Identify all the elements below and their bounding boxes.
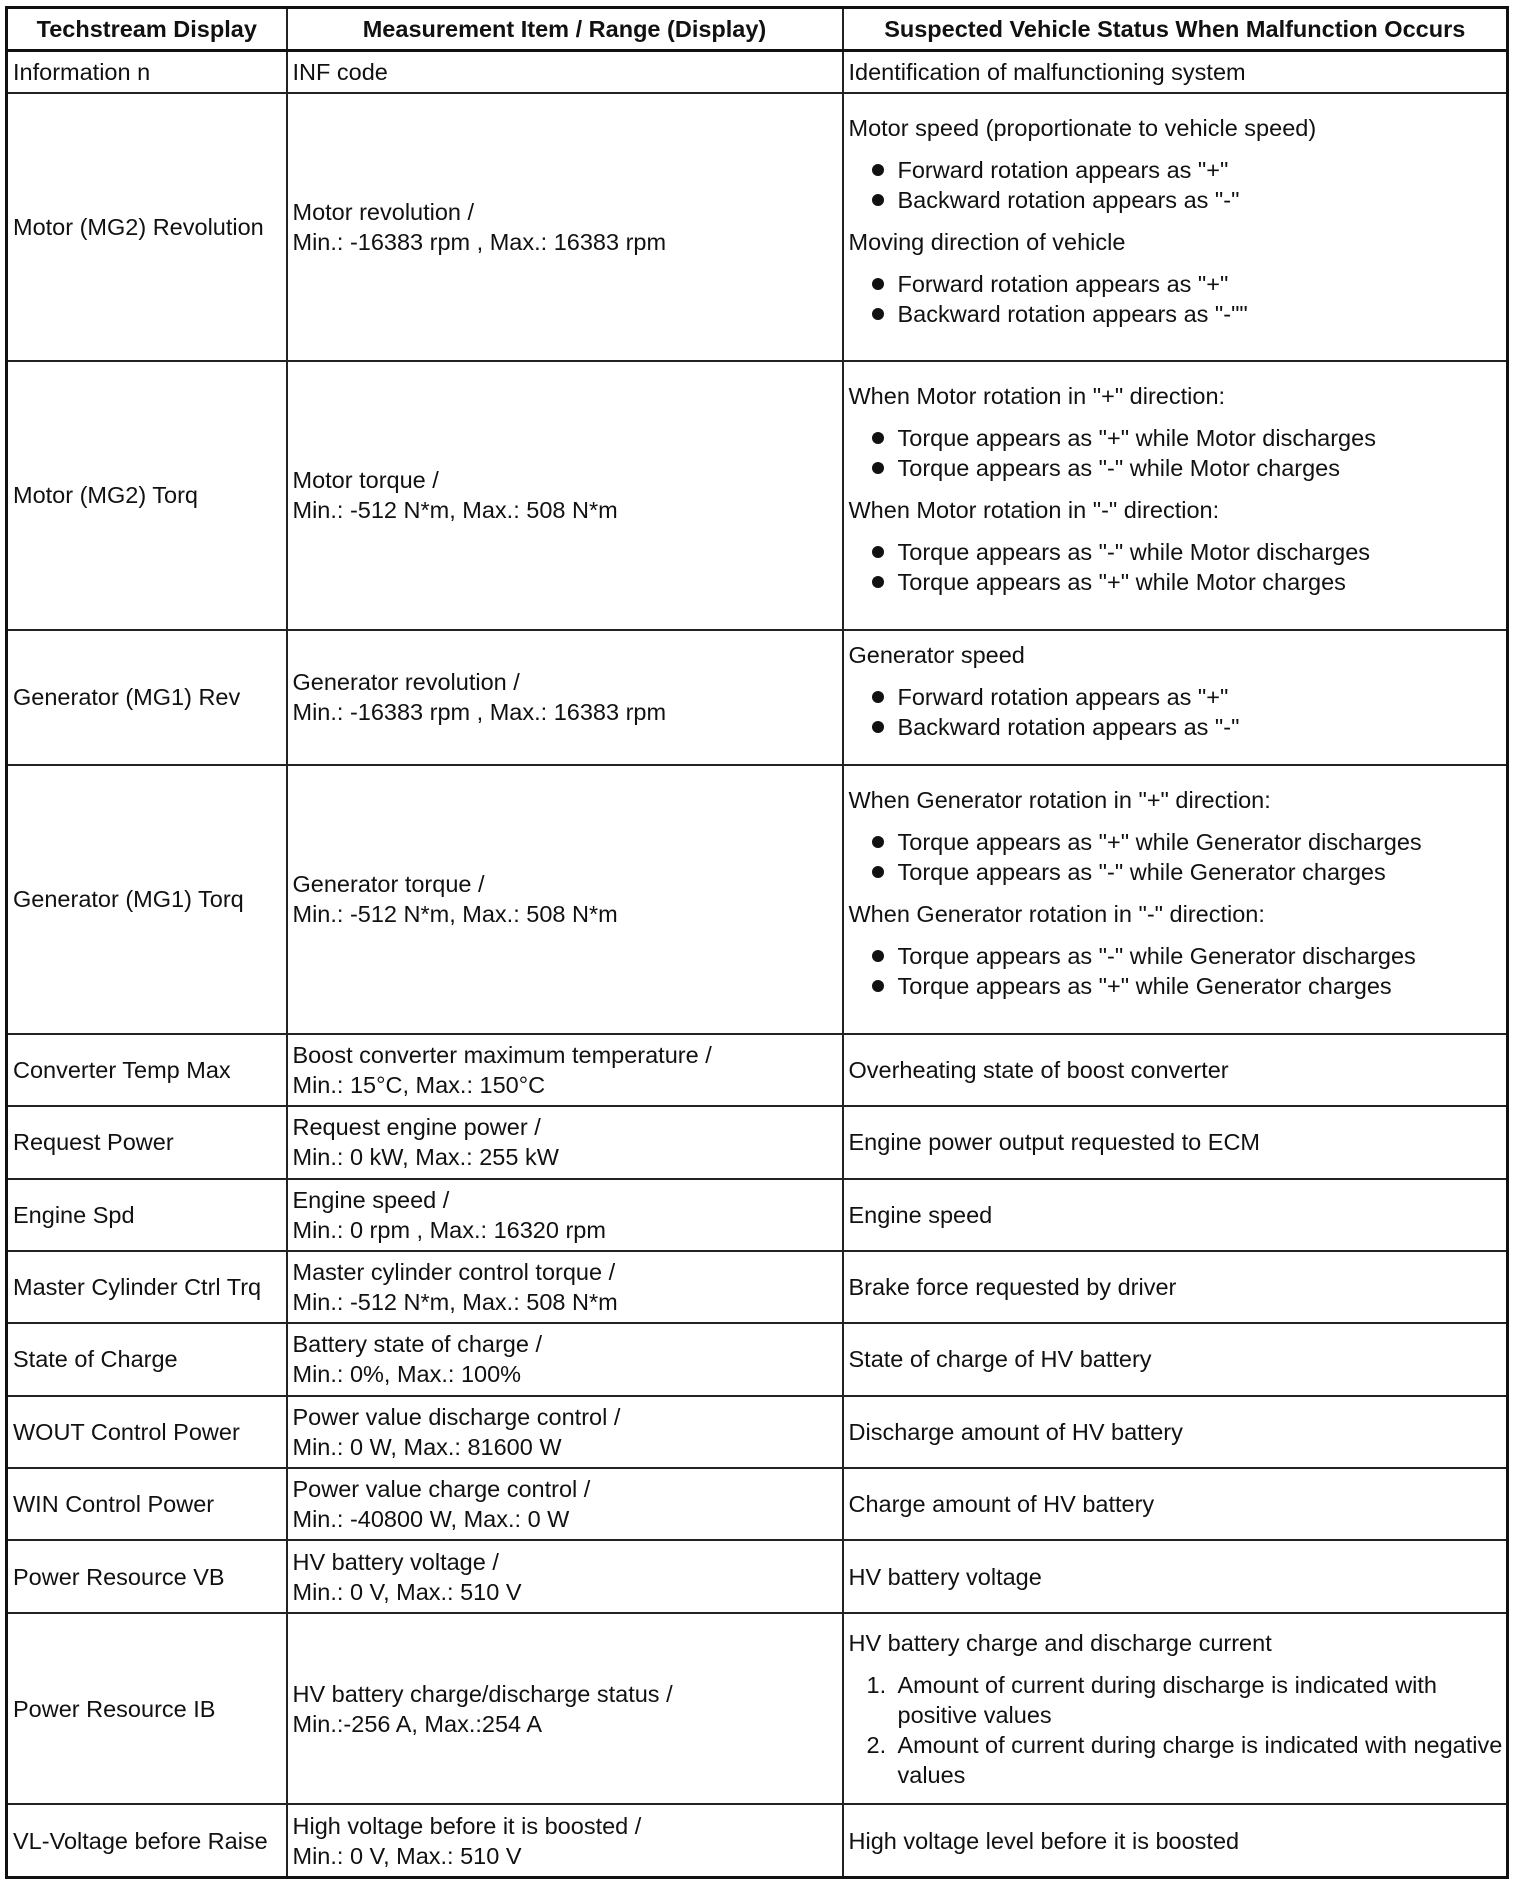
bullet-item: Forward rotation appears as "+" [849,155,1507,185]
measurement-line: Min.: 0 V, Max.: 510 V [292,1842,522,1869]
techstream-display-cell: WOUT Control Power [7,1396,287,1468]
bullet-item: Torque appears as "+" while Generator charges [849,971,1507,1001]
suspected-status-cell [843,1106,1508,1178]
measurement-line: Min.: -512 N*m, Max.: 508 N*m [292,901,618,928]
bullet-item: Backward rotation appears as "-" [849,185,1507,215]
measurement-cell [287,1034,843,1106]
measurement-line: Min.: -40800 W, Max.: 0 W [292,1506,570,1533]
table-row [7,1106,1508,1178]
status-text: When Motor rotation in "-" direction: [848,497,1220,524]
table-row [7,51,1508,93]
status-text: Overheating state of boost converter [848,1056,1229,1083]
suspected-status-cell [843,51,1508,93]
techstream-display-cell: Power Resource IB [7,1613,287,1805]
table-row [7,1396,1508,1468]
measurement-cell [287,1468,843,1540]
measurement-cell [287,1540,843,1612]
bullet-list [849,155,1507,215]
status-text: State of charge of HV battery [848,1346,1152,1373]
suspected-status-cell [843,1251,1508,1323]
column-header-suspected-status: Suspected Vehicle Status When Malfunction Occurs [843,8,1508,51]
measurement-line: Power value discharge control / [292,1403,621,1430]
measurement-line: Generator revolution / [292,669,520,696]
measurement-cell [287,93,843,362]
status-text: Brake force requested by driver [848,1274,1177,1301]
measurement-line: Request engine power / [292,1114,541,1141]
measurement-line: Boost converter maximum temperature / [292,1041,712,1068]
techstream-display-cell: Generator (MG1) Rev [7,630,287,765]
measurement-cell [287,361,843,630]
bullet-item: Backward rotation appears as "-" [849,712,1507,742]
measurement-line: Engine speed / [292,1186,450,1213]
measurement-line: Min.: -16383 rpm , Max.: 16383 rpm [292,699,667,726]
status-text: Discharge amount of HV battery [848,1418,1183,1445]
bullet-list [849,682,1507,742]
numbered-item [849,1670,1507,1730]
measurement-line: Min.: 0 V, Max.: 510 V [292,1578,522,1605]
bullet-list [849,941,1507,1001]
techstream-display-cell: Generator (MG1) Torq [7,765,287,1034]
item-number: 2. [866,1731,887,1758]
measurement-cell [287,1613,843,1805]
measurement-line: Min.: 0 rpm , Max.: 16320 rpm [292,1216,606,1243]
numbered-item [849,1730,1507,1790]
measurement-line: INF code [292,58,388,85]
table-row [7,1804,1508,1877]
measurement-line: Min.: 15°C, Max.: 150°C [292,1071,546,1098]
status-text: Moving direction of vehicle [848,228,1126,255]
bullet-item: Forward rotation appears as "+" [849,269,1507,299]
status-text: HV battery voltage [848,1563,1042,1590]
techstream-display-cell: State of Charge [7,1323,287,1395]
table-row [7,361,1508,630]
bullet-list [849,537,1507,597]
status-text: Charge amount of HV battery [848,1491,1155,1518]
table-row [7,1251,1508,1323]
status-text: Engine speed [848,1201,993,1228]
techstream-display-cell: WIN Control Power [7,1468,287,1540]
table-row [7,93,1508,362]
status-text: HV battery charge and discharge current [848,1629,1272,1656]
suspected-status-cell [843,1396,1508,1468]
techstream-display-cell: Information n [7,51,287,93]
suspected-status-cell [843,1540,1508,1612]
item-text: Amount of current during charge is indicated with negative values [897,1731,1503,1788]
status-text: When Generator rotation in "+" direction: [848,787,1271,814]
measurement-line: Motor torque / [292,467,439,494]
status-text: Identification of malfunctioning system [848,58,1246,85]
suspected-status-cell [843,1323,1508,1395]
table-body [7,51,1508,1878]
column-header-measurement-item: Measurement Item / Range (Display) [287,8,843,51]
measurement-cell [287,51,843,93]
bullet-list [849,827,1507,887]
bullet-item: Torque appears as "-" while Generator charges [849,857,1507,887]
measurement-cell [287,1251,843,1323]
techstream-display-cell: Converter Temp Max [7,1034,287,1106]
measurement-line: Power value charge control / [292,1476,591,1503]
techstream-display-cell: Request Power [7,1106,287,1178]
suspected-status-cell [843,1034,1508,1106]
techstream-display-cell: VL-Voltage before Raise [7,1804,287,1877]
measurement-line: HV battery voltage / [292,1548,499,1575]
suspected-status-cell [843,1468,1508,1540]
status-text: Engine power output requested to ECM [848,1129,1261,1156]
measurement-line: Motor revolution / [292,198,475,225]
table-row [7,1323,1508,1395]
measurement-line: Min.: 0 kW, Max.: 255 kW [292,1144,559,1171]
measurement-line: Min.: 0%, Max.: 100% [292,1361,522,1388]
bullet-list [849,269,1507,329]
measurement-line: High voltage before it is boosted / [292,1812,642,1839]
bullet-item: Torque appears as "+" while Motor charges [849,567,1507,597]
suspected-status-cell [843,630,1508,765]
measurement-cell [287,1396,843,1468]
table-row [7,1613,1508,1805]
bullet-item: Torque appears as "+" while Motor discharges [849,423,1507,453]
suspected-status-cell [843,765,1508,1034]
suspected-status-cell [843,1804,1508,1877]
status-text: Motor speed (proportionate to vehicle speed) [848,114,1317,141]
measurement-line: Min.: -512 N*m, Max.: 508 N*m [292,497,618,524]
suspected-status-cell [843,1179,1508,1251]
measurement-cell [287,1106,843,1178]
bullet-item: Torque appears as "-" while Motor charges [849,453,1507,483]
measurement-line: HV battery charge/discharge status / [292,1680,673,1707]
bullet-item: Backward rotation appears as "-"" [849,299,1507,329]
suspected-status-cell [843,1613,1508,1805]
table-row [7,1034,1508,1106]
item-text: Amount of current during discharge is indicated with positive values [897,1671,1437,1728]
table-row [7,1468,1508,1540]
bullet-item: Forward rotation appears as "+" [849,682,1507,712]
bullet-list [849,423,1507,483]
data-list-table [5,6,1509,1879]
status-text: When Motor rotation in "+" direction: [848,383,1226,410]
techstream-display-cell: Engine Spd [7,1179,287,1251]
bullet-item: Torque appears as "-" while Motor discharges [849,537,1507,567]
bullet-item: Torque appears as "+" while Generator discharges [849,827,1507,857]
measurement-line: Generator torque / [292,871,485,898]
techstream-display-cell: Motor (MG2) Revolution [7,93,287,362]
status-text: Generator speed [848,642,1025,669]
measurement-cell [287,1804,843,1877]
measurement-line: Min.: -16383 rpm , Max.: 16383 rpm [292,228,667,255]
measurement-cell [287,765,843,1034]
measurement-cell [287,630,843,765]
status-text: High voltage level before it is boosted [848,1827,1240,1854]
suspected-status-cell [843,361,1508,630]
measurement-cell [287,1323,843,1395]
measurement-line: Master cylinder control torque / [292,1259,616,1286]
table-row [7,1540,1508,1612]
header-row [7,8,1508,51]
table-row [7,765,1508,1034]
techstream-display-cell: Master Cylinder Ctrl Trq [7,1251,287,1323]
techstream-display-cell: Power Resource VB [7,1540,287,1612]
suspected-status-cell [843,93,1508,362]
numbered-list [849,1670,1507,1790]
measurement-cell [287,1179,843,1251]
techstream-display-cell: Motor (MG2) Torq [7,361,287,630]
measurement-line: Min.: -512 N*m, Max.: 508 N*m [292,1289,618,1316]
status-text: When Generator rotation in "-" direction: [848,901,1265,928]
column-header-techstream-display: Techstream Display [7,8,287,51]
table-row [7,630,1508,765]
item-number: 1. [866,1671,887,1698]
measurement-line: Min.:-256 A, Max.:254 A [292,1710,542,1737]
table-row [7,1179,1508,1251]
bullet-item: Torque appears as "-" while Generator discharges [849,941,1507,971]
measurement-line: Min.: 0 W, Max.: 81600 W [292,1433,562,1460]
measurement-line: Battery state of charge / [292,1331,542,1358]
